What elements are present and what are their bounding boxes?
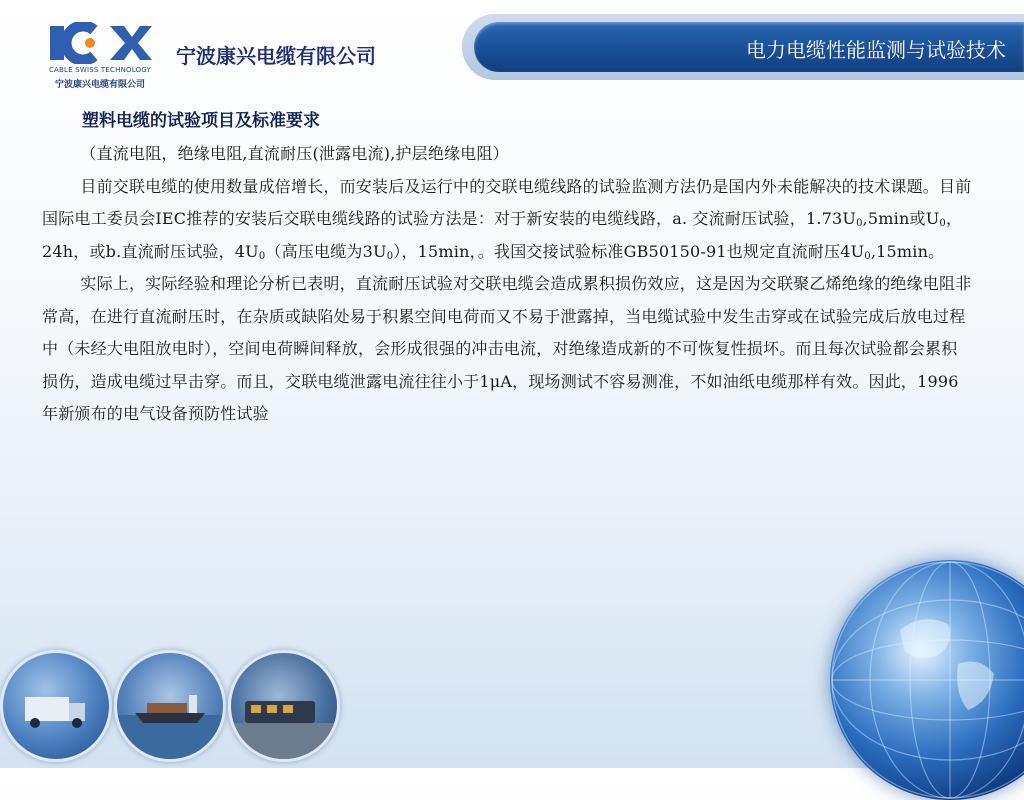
slide-title: 电力电缆性能监测与试验技术 — [746, 38, 1006, 62]
logo-chinese-text: 宁波康兴电缆有限公司 — [54, 80, 145, 90]
company-name: 宁波康兴电缆有限公司 — [176, 44, 376, 68]
subscript: 0 — [939, 218, 946, 229]
paragraph-text: （高压电缆为3U — [265, 241, 387, 261]
subscript: 0 — [386, 250, 394, 262]
subscript: 0 — [856, 218, 863, 229]
train-icon — [231, 653, 337, 759]
subscript: 0 — [258, 250, 266, 262]
paragraph-text: ,5min或U — [862, 209, 940, 228]
company-logo — [40, 20, 160, 90]
icx-logo-icon — [48, 22, 152, 64]
train-photo — [228, 650, 340, 762]
paragraph-text: ,15min。 — [870, 241, 945, 261]
slide-header — [0, 0, 1024, 100]
paragraph-text: 目前交联电缆的使用数量成倍增长，而安装后及运行中的交联电缆线路的试验监测方法仍是国内外未能解决的技术课题。目前国际电工委员会IEC推荐的安装后交联电缆线路的试验方法是：对于新安装的电缆线路，a. 交流耐压试验，1.73U — [42, 176, 972, 228]
truck-icon — [3, 653, 109, 759]
section-heading: 塑料电缆的试验项目及标准要求 — [82, 111, 320, 131]
cargo-ship-photo — [114, 650, 226, 762]
logo-english-text: CABLE SWISS TECHNOLOGY — [48, 66, 152, 74]
paragraph-cumulative-damage: 实际上，实际经验和理论分析已表明，直流耐压试验对交联电缆会造成累积损伤效应，这是因为交联聚乙烯绝缘的绝缘电阻非常高，在进行直流耐压时，在杂质或缺陷处易于积累空间电荷而又不易于泄露掉，当电缆试验中发生击穿或在试验完成后放电过程中（未经大电阻放电时），空间电荷瞬间释放，会形成很强的冲击电流，对绝缘造成新的不可恢复性损坏。而且每次试验都会累积损伤，造成电缆过早击穿。而且，交联电缆泄露电流往往小于1μA，现场测试不容易测准，不如油纸电缆那样有效。因此，1996年新颁布的电气设备预防性试验 — [42, 274, 972, 423]
slide-content — [42, 104, 972, 431]
subscript: 0 — [864, 250, 871, 262]
paragraph-text: ），15min，。我国交接试验标准GB50150-91也规定直流耐压4U — [393, 241, 865, 261]
title-bar — [474, 22, 1024, 72]
globe-graphic — [830, 560, 1024, 800]
globe-icon — [830, 560, 1024, 800]
truck-photo — [0, 650, 112, 762]
test-items-note: （直流电阻，绝缘电阻,直流耐压(泄露电流),护层绝缘电阻） — [80, 144, 509, 163]
paragraph-text: ，24h，或b.直流耐压试验，4U — [42, 209, 963, 261]
ship-icon — [117, 653, 223, 759]
paragraph-iec-standard — [42, 171, 972, 269]
